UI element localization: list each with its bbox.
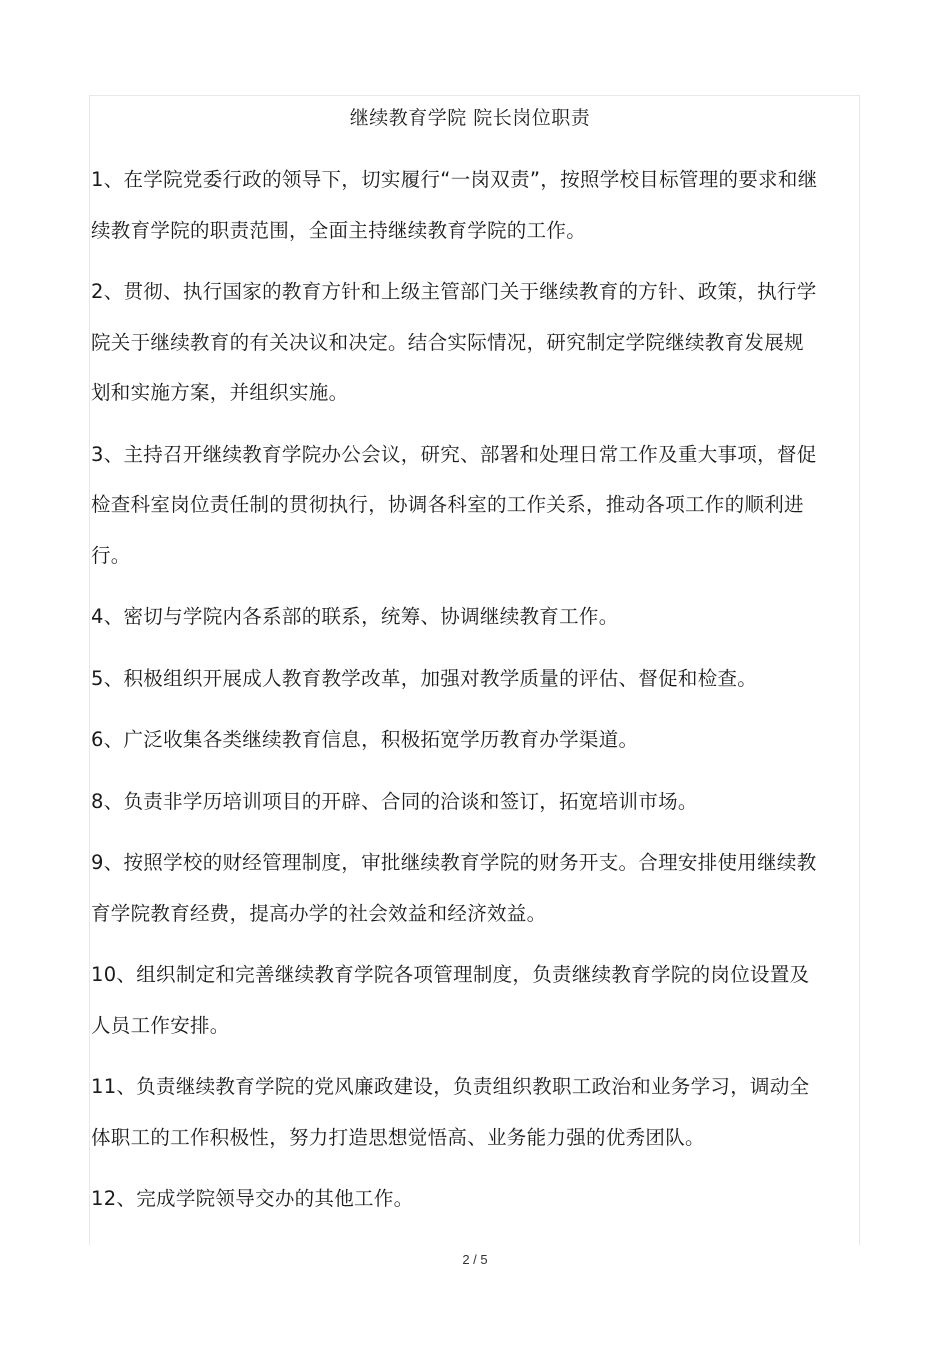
document-title: 继续教育学院 院长岗位职责 <box>349 107 591 129</box>
duty-item-1: 1、在学院党委行政的领导下，切实履行“一岗双责”，按照学校目标管理的要求和继续教育学院的职责范围，全面主持继续教育学院的工作。 <box>91 168 818 242</box>
duty-item-3: 3、主持召开继续教育学院办公会议，研究、部署和处理日常工作及重大事项，督促检查科室岗位责任制的贯彻执行，协调各科室的工作关系，推动各项工作的顺利进行。 <box>91 442 817 567</box>
duty-item-10: 10、组织制定和完善继续教育学院各项管理制度，负责继续教育学院的岗位设置及人员工作安排。 <box>91 963 810 1037</box>
duty-item-6: 6、广泛收集各类继续教育信息，积极拓宽学历教育办学渠道。 <box>91 728 639 751</box>
duty-item-12: 12、完成学院领导交办的其他工作。 <box>91 1187 414 1210</box>
duty-item-4: 4、密切与学院内各系部的联系，统筹、协调继续教育工作。 <box>91 605 619 628</box>
document-body <box>91 155 821 1236</box>
duty-item-8: 8、负责非学历培训项目的开辟、合同的洽谈和签订，拓宽培训市场。 <box>91 789 698 813</box>
duty-item-5: 5、积极组织开展成人教育教学改革，加强对教学质量的评估、督促和检查。 <box>91 666 758 690</box>
page-number: 2 / 5 <box>462 1252 488 1267</box>
duty-item-11: 11、负责继续教育学院的党风廉政建设，负责组织教职工政治和业务学习，调动全体职工的工作积极性，努力打造思想觉悟高、业务能力强的优秀团队。 <box>91 1075 810 1149</box>
duty-item-9: 9、按照学校的财经管理制度，审批继续教育学院的财务开支。合理安排使用继续教育学院教育经费，提高办学的社会效益和经济效益。 <box>91 851 817 925</box>
duty-item-2: 2、贯彻、执行国家的教育方针和上级主管部门关于继续教育的方针、政策，执行学院关于继续教育的有关决议和决定。结合实际情况，研究制定学院继续教育发展规划和实施方案，并组织实施。 <box>91 280 817 404</box>
